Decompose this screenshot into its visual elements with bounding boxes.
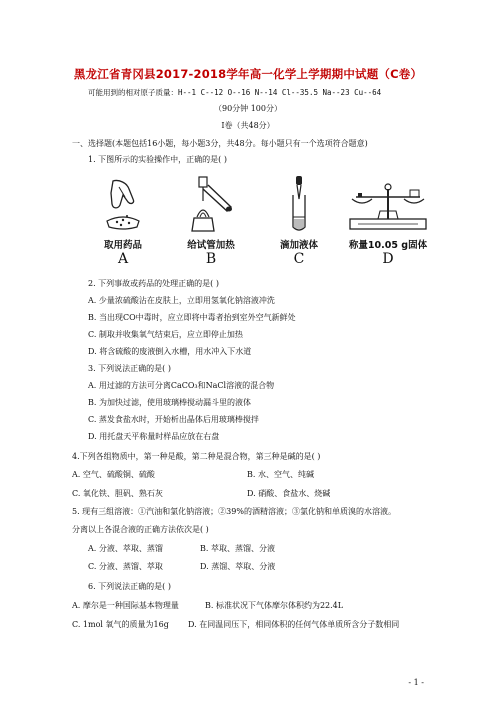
section-header: Ⅰ卷（共48分）	[221, 121, 275, 130]
q1-figures	[80, 175, 440, 275]
dropper-icon	[269, 175, 329, 233]
q4-stem: 4.下列各组物质中，第一种是酸，第二种是混合物，第三种是碱的是( )	[72, 452, 321, 461]
q2-option-d: D. 将含硫酸的废液倒入水槽，用水冲入下水道	[88, 347, 252, 356]
figure-d-letter: D	[382, 251, 394, 267]
figure-b	[168, 175, 254, 275]
time-score: （90分钟 100分）	[214, 104, 282, 113]
q6-option-b: B. 标准状况下气体摩尔体积约为22.4L	[205, 601, 344, 610]
q5-stem-line1: 5. 现有三组溶液：①汽油和氯化钠溶液；②39%的酒精溶液；③氯化钠和单质溴的水溶液。	[72, 507, 396, 516]
q2-option-c: C. 制取并收集氧气结束后，应立即停止加热	[88, 330, 243, 339]
q6-option-d: D. 在同温同压下，相同体积的任何气体单质所含分子数相同	[188, 620, 400, 629]
figure-b-letter: B	[205, 251, 217, 267]
figure-c-letter: C	[293, 251, 305, 267]
q1-stem: 1. 下图所示的实验操作中，正确的是( )	[88, 155, 227, 164]
q3-option-b: B. 为加快过滤，使用玻璃棒搅动漏斗里的液体	[88, 398, 251, 407]
figure-c	[256, 175, 342, 275]
q5-stem-line2: 分离以上各混合液的正确方法依次是( )	[72, 525, 209, 534]
q5-option-b: B. 萃取、蒸馏、分液	[200, 544, 275, 553]
q6-option-c: C. 1mol 氧气的质量为16g	[72, 620, 169, 629]
balance-icon	[342, 175, 434, 233]
figure-a-caption: 取用药品	[103, 240, 142, 251]
q6-option-a: A. 摩尔是一种国际基本物理量	[72, 601, 179, 610]
figure-b-caption: 给试管加热	[187, 240, 235, 251]
q2-stem: 2. 下列事故或药品的处理正确的是( )	[88, 279, 219, 288]
q2-option-a: A. 少量浓硫酸沾在皮肤上，立即用氢氧化钠溶液冲洗	[88, 296, 275, 305]
figure-d	[338, 175, 438, 275]
q6-stem: 6. 下列说法正确的是( )	[88, 582, 171, 591]
figure-a	[80, 175, 166, 275]
q3-option-c: C. 蒸发食盐水时，开始析出晶体后用玻璃棒搅拌	[88, 415, 259, 424]
q3-option-a: A. 用过滤的方法可分离CaCO₃和NaCl溶液的混合物	[88, 381, 275, 390]
q5-option-c: C. 分液、蒸馏、萃取	[88, 562, 163, 571]
q2-option-b: B. 当出现CO中毒时，应立即将中毒者抬到室外空气新鲜处	[88, 313, 296, 322]
q5-option-a: A. 分液、萃取、蒸馏	[88, 544, 163, 553]
page-number: - 1 -	[408, 678, 424, 687]
q4-option-d: D. 硝酸、食盐水、烧碱	[247, 489, 331, 498]
q3-stem: 3. 下列说法正确的是( )	[88, 364, 171, 373]
figure-a-letter: A	[117, 251, 129, 267]
q4-option-c: C. 氧化铁、胆矾、熟石灰	[72, 489, 163, 498]
test-tube-heating-icon	[181, 175, 241, 233]
part1-instructions: 一、选择题(本题包括16小题，每小题3分，共48分。每小题只有一个选项符合题意)	[72, 139, 368, 148]
atomic-masses: 可能用到的相对原子质量：H--1 C--12 O--16 N--14 Cl--35.5 Na--23 Cu--64	[88, 88, 382, 97]
q4-option-b: B. 水、空气、纯碱	[247, 470, 314, 479]
figure-d-caption: 称量10.05 g固体	[348, 240, 428, 251]
figure-c-caption: 滴加液体	[279, 240, 318, 251]
q5-option-d: D. 蒸馏、萃取、分液	[200, 562, 276, 571]
q3-option-d: D. 用托盘天平称量时样品应放在右盘	[88, 432, 220, 441]
q4-option-a: A. 空气、硫酸铜、硫酸	[72, 470, 155, 479]
hand-pick-icon	[93, 175, 153, 233]
page-title: 黑龙江省青冈县2017-2018学年高一化学上学期期中试题（C卷）	[73, 67, 423, 81]
